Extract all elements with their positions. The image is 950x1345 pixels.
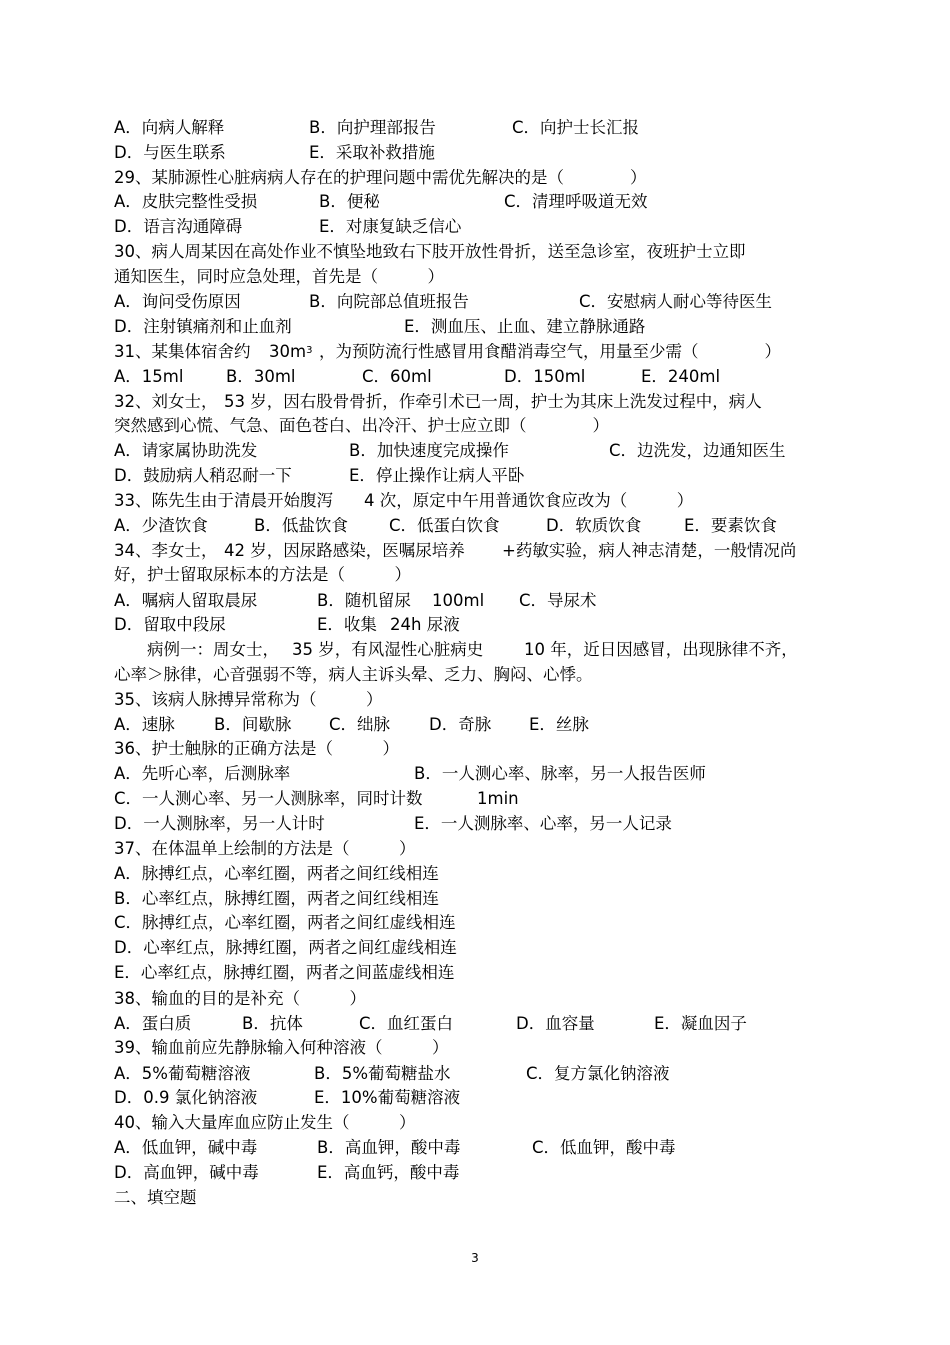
- page-number: 3: [471, 1251, 479, 1265]
- option-e: E．测血压、止血、建立静脉通路: [404, 317, 646, 336]
- option-d: D．鼓励病人稍忍耐一下: [114, 466, 292, 485]
- option-d: D．150ml: [504, 367, 586, 386]
- option-c: C．脉搏红点，心率红圈，两者之间红虚线相连: [114, 913, 456, 932]
- option-e: E．收集: [317, 615, 377, 634]
- option-b: B．5%葡萄糖盐水: [314, 1064, 451, 1083]
- option-e: E．一人测脉率、心率，另一人记录: [414, 814, 672, 833]
- question-text: 29、某肺源性心脏病病人存在的护理问题中需优先解决的是（ ）: [114, 168, 647, 187]
- option-c: C．绌脉: [329, 715, 391, 734]
- option-b-value: 100ml: [432, 591, 485, 610]
- option-e: E．10%葡萄糖溶液: [314, 1088, 461, 1107]
- option-b: B．间歇脉: [214, 715, 292, 734]
- option-d: D．软质饮食: [546, 516, 642, 535]
- option-d: D．奇脉: [429, 715, 492, 734]
- option-b: B．30ml: [226, 367, 296, 386]
- question-text: 37、在体温单上绘制的方法是（ ）: [114, 839, 416, 858]
- option-a: A．皮肤完整性受损: [114, 192, 258, 211]
- option-a: A．向病人解释: [114, 118, 225, 137]
- question-text: 38、输血的目的是补充（ ）: [114, 989, 366, 1008]
- option-b: B．向院部总值班报告: [309, 292, 469, 311]
- question-text-cont: 好，护士留取尿标本的方法是（ ）: [114, 565, 411, 584]
- option-a: A．低血钾，碱中毒: [114, 1138, 258, 1157]
- option-a: A．5%葡萄糖溶液: [114, 1064, 251, 1083]
- question-text-cont: 42 岁，因尿路感染，医嘱尿培养: [224, 541, 465, 560]
- option-e: E．丝脉: [529, 715, 589, 734]
- option-d: D．0.9 氯化钠溶液: [114, 1088, 258, 1107]
- question-text: 36、护士触脉的正确方法是（ ）: [114, 739, 399, 758]
- section-title: 二、填空题: [114, 1188, 197, 1207]
- option-c-value: 1min: [477, 789, 519, 808]
- option-a: A．蛋白质: [114, 1014, 192, 1033]
- volume-value: $30m^3$: [269, 342, 313, 361]
- question-text: 31、某集体宿舍约: [114, 342, 251, 361]
- option-d: D．一人测脉率，另一人计时: [114, 814, 325, 833]
- option-a: A．15ml: [114, 367, 184, 386]
- option-b: B．低盐饮食: [254, 516, 348, 535]
- option-c: C．向护士长汇报: [512, 118, 640, 137]
- option-e: E．凝血因子: [654, 1014, 747, 1033]
- option-c: C．安慰病人耐心等待医生: [579, 292, 773, 311]
- option-d: D．语言沟通障碍: [114, 217, 243, 236]
- question-text-cont: +药敏实验，病人神志清楚，一般情况尚: [502, 541, 797, 560]
- option-c: C．复方氯化钠溶液: [526, 1064, 670, 1083]
- option-b: B．随机留尿: [317, 591, 411, 610]
- option-c: C．一人测心率、另一人测脉率，同时计数: [114, 789, 423, 808]
- question-text-cont: 突然感到心慌、气急、面色苍白、出冷汗、护士应立即（ ）: [114, 416, 609, 435]
- option-b: B．高血钾，酸中毒: [317, 1138, 461, 1157]
- option-b: B．抗体: [242, 1014, 303, 1033]
- option-d: D．血容量: [516, 1014, 595, 1033]
- option-c: C．边洗发，边通知医生: [609, 441, 786, 460]
- question-text-cont: 53 岁，因右股骨骨折，作牵引术已一周，护士为其床上洗发过程中，病人: [224, 392, 762, 411]
- option-e: E．要素饮食: [684, 516, 777, 535]
- option-c: C．低血钾，酸中毒: [532, 1138, 676, 1157]
- option-e-value: 24h 尿液: [390, 615, 460, 634]
- option-c: C．导尿术: [519, 591, 597, 610]
- question-text: 40、输入大量库血应防止发生（ ）: [114, 1113, 416, 1132]
- case-text: 病例一：周女士，: [147, 640, 279, 659]
- option-a: A．嘱病人留取晨尿: [114, 591, 258, 610]
- option-c: C．60ml: [362, 367, 432, 386]
- option-e: E．采取补救措施: [309, 143, 435, 162]
- case-text-cont: 35 岁，有风湿性心脏病史: [292, 640, 484, 659]
- question-text: 33、陈先生由于清晨开始腹泻: [114, 491, 333, 510]
- superscript: 3: [306, 345, 313, 356]
- option-d: D．高血钾，碱中毒: [114, 1163, 259, 1182]
- question-text: 35、该病人脉搏异常称为（ ）: [114, 690, 383, 709]
- question-text-cont: 通知医生，同时应急处理，首先是（ ）: [114, 267, 444, 286]
- option-a: A．速脉: [114, 715, 175, 734]
- question-text: 34、李女士，: [114, 541, 218, 560]
- option-b: B．便秘: [319, 192, 380, 211]
- option-a: A．先听心率，后测脉率: [114, 764, 291, 783]
- question-text: 39、输血前应先静脉输入何种溶液（ ）: [114, 1038, 449, 1057]
- option-e: E．停止操作让病人平卧: [349, 466, 525, 485]
- option-d: D．留取中段尿: [114, 615, 226, 634]
- question-text: 30、病人周某因在高处作业不慎坠地致右下肢开放性骨折，送至急诊室，夜班护士立即: [114, 242, 746, 261]
- option-e: E．对康复缺乏信心: [319, 217, 462, 236]
- option-a: A．询问受伤原因: [114, 292, 241, 311]
- option-a: A．少渣饮食: [114, 516, 208, 535]
- option-b: B．一人测心率、脉率，另一人报告医师: [414, 764, 706, 783]
- question-text-cont: 4 次，原定中午用普通饮食应改为（ ）: [364, 491, 694, 510]
- option-e: E．心率红点，脉搏红圈，两者之间蓝虚线相连: [114, 963, 455, 982]
- case-text-cont: 心率＞脉律，心音强弱不等，病人主诉头晕、乏力、胸闷、心悸。: [114, 665, 593, 684]
- option-b: B．心率红点，脉搏红圈，两者之间红线相连: [114, 889, 439, 908]
- question-text-cont: ，为预防流行性感冒用食醋消毒空气，用量至少需（ ）: [319, 342, 781, 361]
- question-text: 32、刘女士，: [114, 392, 218, 411]
- option-a: A．脉搏红点，心率红圈，两者之间红线相连: [114, 864, 439, 883]
- case-text-cont: 10 年，近日因感冒，出现脉律不齐，: [524, 640, 798, 659]
- option-d: D．注射镇痛剂和止血剂: [114, 317, 292, 336]
- option-b: B．向护理部报告: [309, 118, 436, 137]
- option-c: C．清理呼吸道无效: [504, 192, 648, 211]
- option-d: D．心率红点，脉搏红圈，两者之间红虚线相连: [114, 938, 457, 957]
- option-c: C．低蛋白饮食: [389, 516, 500, 535]
- option-e: E．240ml: [641, 367, 721, 386]
- option-d: D．与医生联系: [114, 143, 226, 162]
- option-e: E．高血钙，酸中毒: [317, 1163, 460, 1182]
- option-a: A．请家属协助洗发: [114, 441, 258, 460]
- option-b: B．加快速度完成操作: [349, 441, 509, 460]
- option-c: C．血红蛋白: [359, 1014, 454, 1033]
